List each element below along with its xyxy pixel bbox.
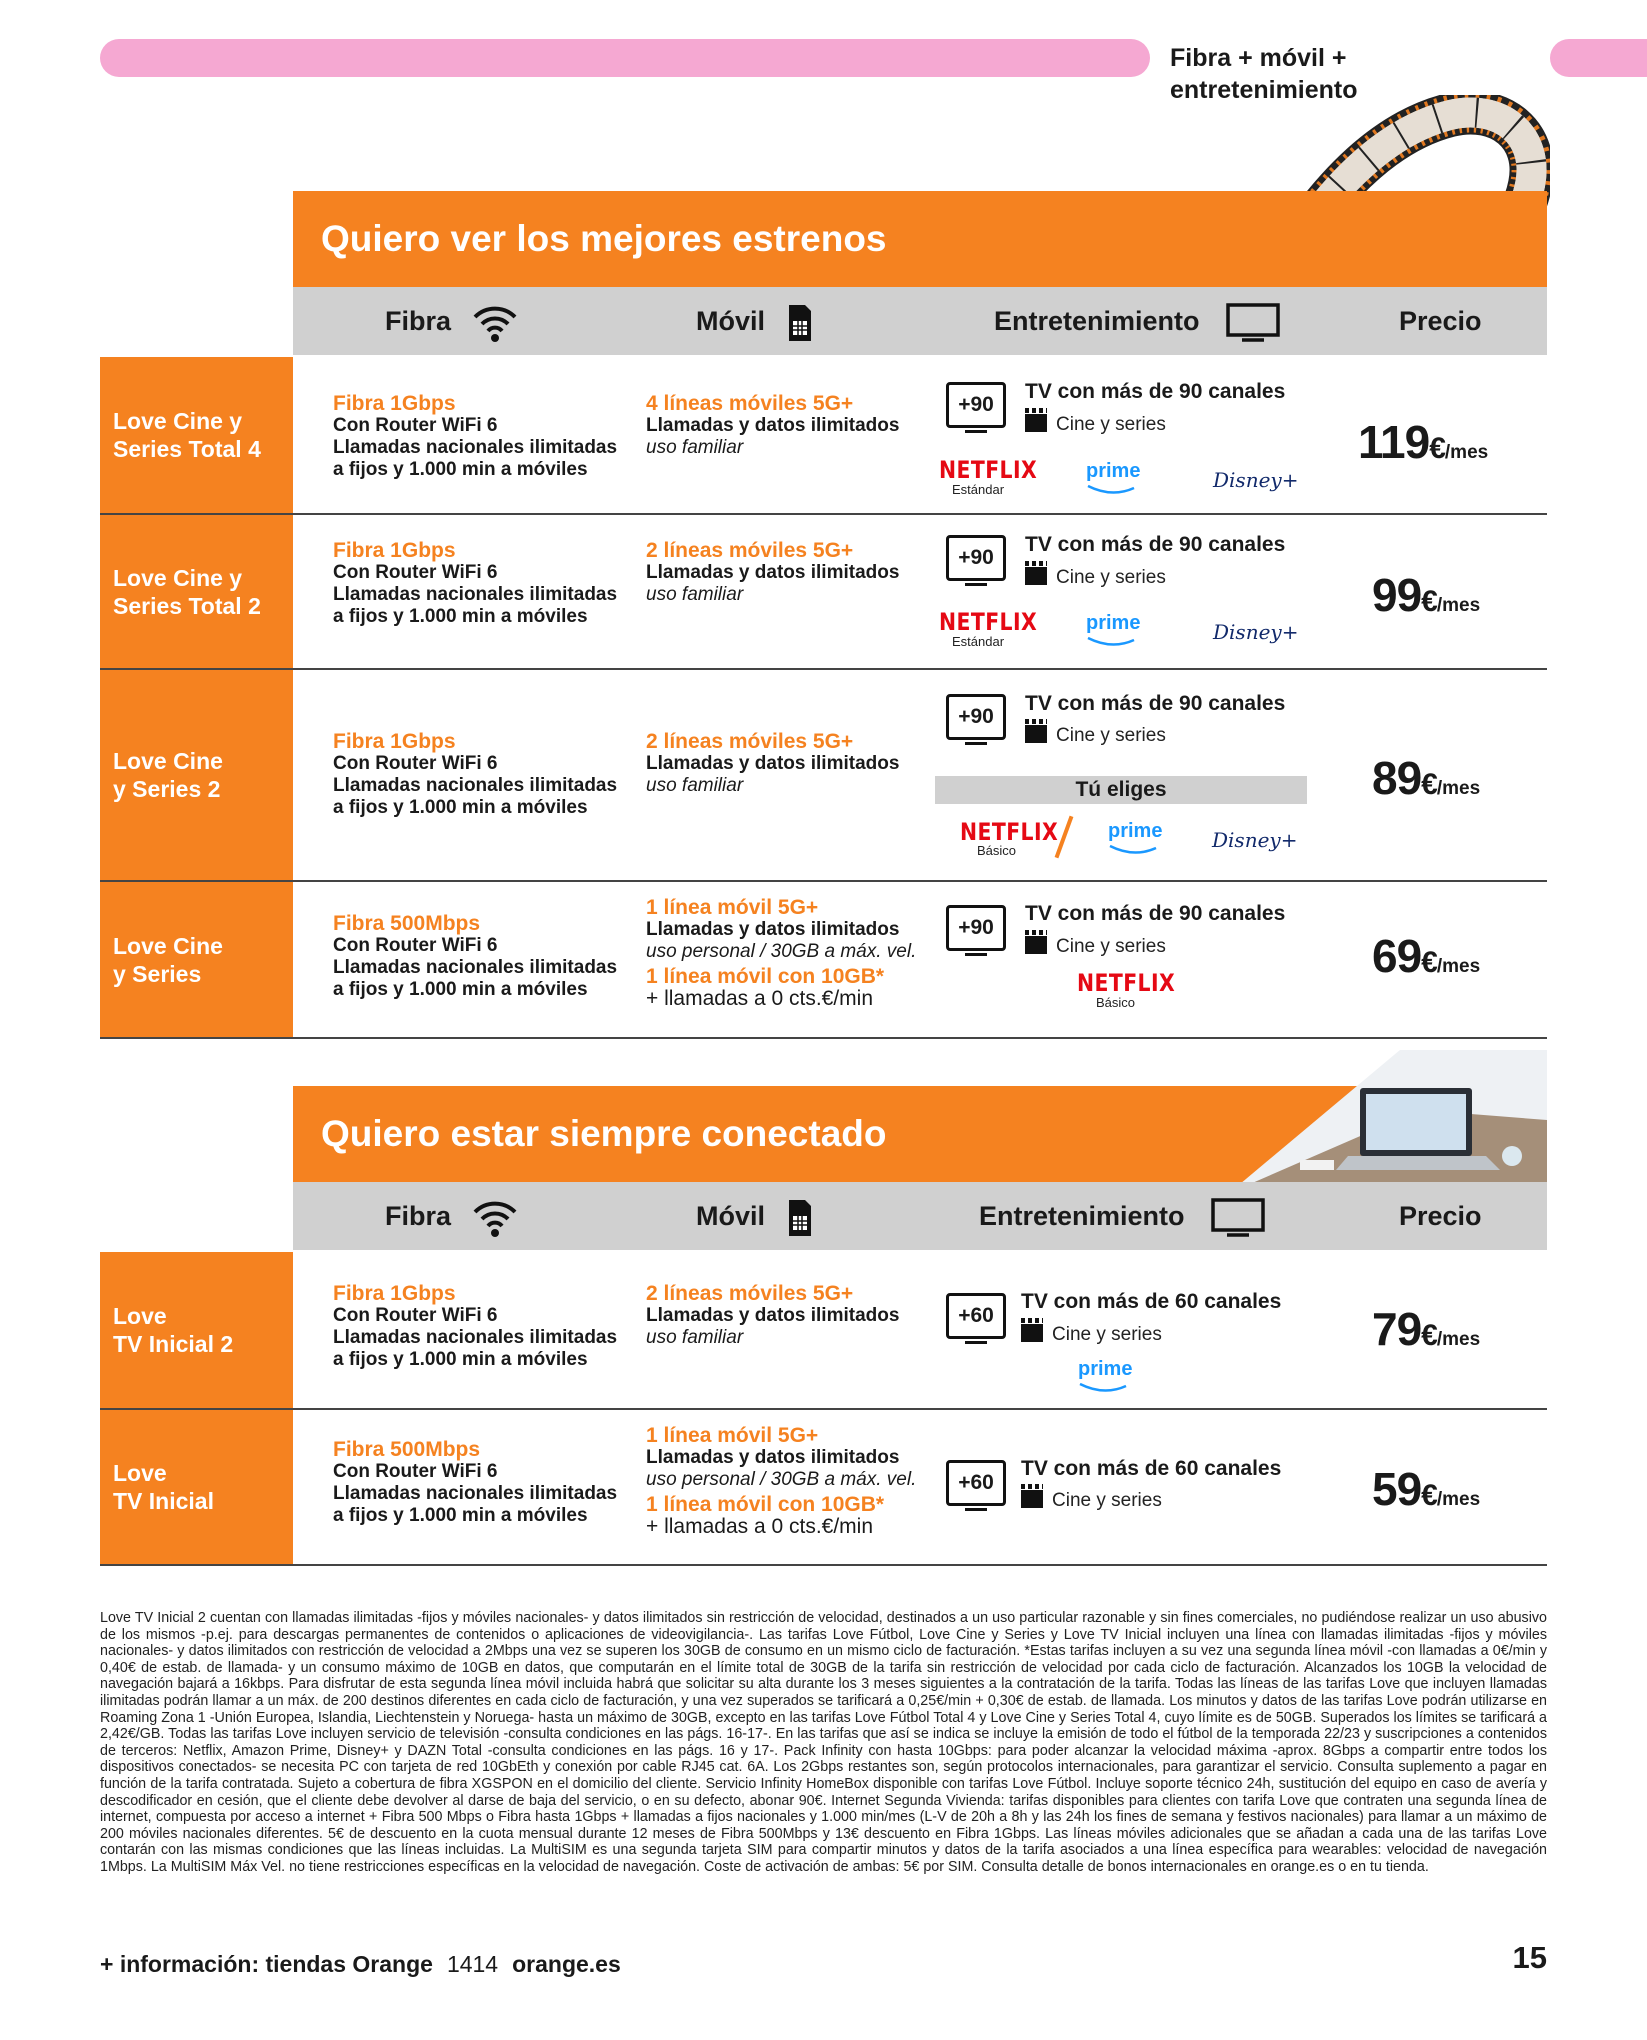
netflix-logo: NETFLIX — [939, 608, 1038, 636]
tv-channels-badge: +60 — [946, 1293, 1006, 1339]
col-movil: Móvil — [696, 1201, 766, 1231]
clapperboard-icon — [1025, 567, 1047, 585]
fibra-info: Fibra 1Gbps Con Router WiFi 6 Llamadas nacionales ilimitadas a fijos y 1.000 min a móviles — [333, 392, 618, 480]
netflix-logo: NETFLIX — [1077, 969, 1176, 997]
tv-channels-text: TV con más de 60 canales — [1021, 1290, 1282, 1313]
price: 69€/mes — [1372, 930, 1481, 982]
row-divider — [100, 1037, 1547, 1039]
tv-channels-text: TV con más de 60 canales — [1021, 1457, 1282, 1480]
disney-logo: Disney+ — [1212, 828, 1298, 852]
plan-label: Love Cine y Series — [100, 882, 293, 1037]
tv-channels-text: TV con más de 90 canales — [1025, 533, 1286, 556]
cine-series: Cine y series — [1025, 936, 1166, 958]
movil-info: 2 líneas móviles 5G+ Llamadas y datos ilimitados uso familiar — [646, 1282, 900, 1348]
col-entretenimiento: Entretenimiento — [979, 1201, 1185, 1231]
price: 119€/mes — [1358, 416, 1489, 468]
netflix-logo: NETFLIX — [939, 456, 1038, 484]
col-fibra: Fibra — [385, 1201, 452, 1231]
sim-card-icon — [787, 1198, 813, 1238]
prime-logo: prime — [1078, 1358, 1133, 1380]
row-divider — [100, 1564, 1547, 1566]
clapperboard-icon — [1021, 1324, 1043, 1342]
cine-series: Cine y series — [1021, 1324, 1162, 1346]
prime-logo: prime — [1108, 820, 1163, 842]
prime-logo: prime — [1086, 460, 1141, 482]
prime-smile-icon — [1108, 844, 1160, 856]
fibra-info: Fibra 1Gbps Con Router WiFi 6 Llamadas nacionales ilimitadas a fijos y 1.000 min a móviles — [333, 539, 618, 627]
cine-series: Cine y series — [1025, 725, 1166, 747]
footer-site[interactable]: orange.es — [512, 1951, 621, 1977]
tv-channels-text: TV con más de 90 canales — [1025, 692, 1286, 715]
clapperboard-icon — [1025, 936, 1047, 954]
tv-icon — [1211, 1198, 1265, 1238]
fibra-info: Fibra 500Mbps Con Router WiFi 6 Llamadas nacionales ilimitadas a fijos y 1.000 min a móviles — [333, 1438, 618, 1526]
header-title: Fibra + móvil + entretenimiento — [1170, 44, 1358, 104]
clapperboard-icon — [1025, 725, 1047, 743]
movil-info: 4 líneas móviles 5G+ Llamadas y datos ilimitados uso familiar — [646, 392, 900, 458]
col-precio: Precio — [1399, 1201, 1482, 1231]
netflix-plan: Estándar — [952, 634, 1005, 649]
clapperboard-icon — [1021, 1490, 1043, 1508]
header-pink-bar — [100, 39, 1150, 77]
price: 89€/mes — [1372, 752, 1481, 804]
tv-channels-badge: +60 — [946, 1460, 1006, 1506]
plan-label: Love Cine y Series Total 2 — [100, 515, 293, 668]
tv-channels-badge: +90 — [946, 694, 1006, 740]
sim-card-icon — [787, 303, 813, 343]
plan-label: Love TV Inicial 2 — [100, 1252, 293, 1408]
row-divider — [100, 668, 1547, 670]
plan-label: Love TV Inicial — [100, 1410, 293, 1564]
tv-channels-text: TV con más de 90 canales — [1025, 902, 1286, 925]
section1-banner: Quiero ver los mejores estrenos — [293, 191, 1547, 287]
prime-smile-icon — [1086, 484, 1138, 496]
fibra-info: Fibra 500Mbps Con Router WiFi 6 Llamadas nacionales ilimitadas a fijos y 1.000 min a móviles — [333, 912, 618, 1000]
section2-banner: Quiero estar siempre conectado — [293, 1086, 1547, 1182]
prime-logo: prime — [1086, 612, 1141, 634]
netflix-logo: NETFLIX — [960, 818, 1059, 846]
netflix-plan: Estándar — [952, 482, 1005, 497]
disney-logo: Disney+ — [1213, 620, 1299, 644]
row-divider — [100, 880, 1547, 882]
section1-column-header — [293, 287, 1547, 355]
movil-info: 2 líneas móviles 5G+ Llamadas y datos ilimitados uso familiar — [646, 730, 900, 796]
wifi-icon — [471, 1198, 519, 1238]
laptop-photo — [1240, 1050, 1547, 1184]
col-fibra: Fibra — [385, 306, 452, 336]
clapperboard-icon — [1025, 414, 1047, 432]
tv-channels-badge: +90 — [946, 382, 1006, 428]
row-divider — [100, 1408, 1547, 1410]
price: 99€/mes — [1372, 569, 1481, 621]
row-divider — [100, 513, 1547, 515]
movil-info: 1 línea móvil 5G+ Llamadas y datos ilimitados uso personal / 30GB a máx. vel. 1 línea móvil con 10GB* + llamadas a 0 cts.€/min — [646, 896, 917, 1010]
movil-info: 1 línea móvil 5G+ Llamadas y datos ilimitados uso personal / 30GB a máx. vel. 1 línea móvil con 10GB* + llamadas a 0 cts.€/min — [646, 1424, 917, 1538]
plan-label: Love Cine y Series 2 — [100, 670, 293, 880]
netflix-plan: Básico — [977, 843, 1017, 858]
page-number: 15 — [1512, 1940, 1547, 1975]
movil-info: 2 líneas móviles 5G+ Llamadas y datos ilimitados uso familiar — [646, 539, 900, 605]
col-entretenimiento: Entretenimiento — [994, 306, 1200, 336]
tv-channels-badge: +90 — [946, 535, 1006, 581]
footer-phone: 1414 — [446, 1951, 499, 1977]
footer-info: + información: tiendas Orange 1414 orange.es — [100, 1951, 621, 1977]
wifi-icon — [471, 303, 519, 343]
netflix-plan: Básico — [1096, 995, 1136, 1010]
fibra-info: Fibra 1Gbps Con Router WiFi 6 Llamadas nacionales ilimitadas a fijos y 1.000 min a móviles — [333, 730, 618, 818]
fibra-info: Fibra 1Gbps Con Router WiFi 6 Llamadas nacionales ilimitadas a fijos y 1.000 min a móviles — [333, 1282, 618, 1370]
legal-text: Love TV Inicial 2 cuentan con llamadas ilimitadas -fijos y móviles nacionales- y datos ilimitados sin restricción de velocidad, destinados a un uso particular razonable y sin fines comerciales, no pudiéndose realizar un uso abusivo de los mismos -p.ej. para descargas permanentes de contenidos o aplicaciones de videovigilancia-. Las tarifas Love Fútbol, Love Cine y Series y Love TV Inicial incluyen una línea con llamadas ilimitadas -fijos y móviles nacionales- y datos ilimitados con restricción de velocidad a 2Mbps una vez se superen los 30GB de consumo en un mismo ciclo de facturación. *Estas tarifas incluyen a su vez una segunda línea móvil -con llamadas a 0€/min y 0,40€ de estab. de llamada- y un consumo máximo de 10GB en datos, que computarán en el límite total de 30GB de la tarifa sin restricción de velocidad por cada ciclo de facturación. Alcanzados los 10GB la velocidad de navegación bajará a 16kbps. Para disfrutar de esta segunda línea móvil incluida habrá que solicitar su alta durante los 3 meses siguientes a la contratación de la tarifa. Todas las líneas de las tarifas Love que incluyen llamadas ilimitadas podrán llamar a un máx. de 200 destinos diferentes en cada ciclo de facturación, y una vez superados se tarificará a 0,25€/min + 0,30€ de estab. de llamada. Los minutos y datos de las tarifas Love podrán utilizarse en Roaming Zona 1 -Unión Europea, Islandia, Liechtenstein y Noruega- hasta un máximo de 30GB, excepto en las tarifas Love Fútbol Total 4 y Love Cine y Series Total 4, cuyo límite es de 50GB. Superados los límites se tarificará a 2,42€/GB. Todas las tarifas Love incluyen servicio de televisión -consulta condiciones en las págs. 16-17-. En las tarifas que así se indica se incluye la emisión de todo el fútbol de la temporada 22/23 y suscripciones a contenidos de terceros: Netflix, Amazon Prime, Disney+ y DAZN Total -consulta condiciones en las págs. 16 y 17-. Pack Infinity con hasta 10Gbps: para poder alcanzar la velocidad máxima -aprox. 8Gbps a compartir entre todos los dispositivos conectados- se necesita PC con tarjeta de red 10GbEth y conexión por cable RJ45 cat. 6A. Los 2Gbps restantes son, según protocolos internacionales, para garantizar el servicio. Consulta suplemento a pagar en función de la tarifa contratada. Sujeto a cobertura de fibra XGSPON en el domicilio del cliente. Servicio Infinity HomeBox disponible con tarifas Love Fútbol. Incluye soporte técnico 24h, sustitución del equipo en caso de avería y descodificador en cesión, que el cliente debe devolver al darse de baja del servicio, o en su defecto, abonar 90€. Internet Segunda Vivienda: tarifas disponibles para clientes con tarifa Love que contraten una segunda línea de internet, compuesta por acceso a internet + Fibra 500 Mbps o Fibra hasta 1Gbps + llamadas a fijos nacionales y 1.000 min/mes (L-V de 20h a 8h y las 24h los fines de semana y festivos nacionales) para llamar a un máximo de 200 móviles nacionales diferentes. 5€ de descuento en la cuota mensual durante 12 meses de Fibra 500Mbps y 13€ descuento en Fibra 1Gbps. Las líneas móviles adicionales que se añadan a cada una de las tarifas Love contarán con las mismas condiciones que las líneas incluidas. La MultiSIM es una segunda tarjeta SIM para compartir minutos y datos de la tarifa asociados a una línea específica para wearables: velocidad de navegación 1Mbps. La MultiSIM Máx Vel. no tiene restricciones específicas en la velocidad de navegación. Coste de activación de ambas: 5€ por SIM. Consulta detalle de bonos internacionales en orange.es o en tu tienda. — [100, 1610, 1547, 1875]
prime-smile-icon — [1086, 636, 1138, 648]
section2-column-header — [293, 1182, 1547, 1250]
col-precio: Precio — [1399, 306, 1482, 336]
cine-series: Cine y series — [1025, 567, 1166, 589]
tv-icon — [1226, 303, 1280, 343]
tu-eliges-label: Tú eliges — [935, 776, 1307, 804]
plan-label: Love Cine y Series Total 4 — [100, 357, 293, 513]
header-pink-tab — [1550, 39, 1647, 77]
price: 59€/mes — [1372, 1463, 1481, 1515]
prime-smile-icon — [1078, 1382, 1130, 1394]
cine-series: Cine y series — [1025, 414, 1166, 436]
cine-series: Cine y series — [1021, 1490, 1162, 1512]
col-movil: Móvil — [696, 306, 766, 336]
tv-channels-text: TV con más de 90 canales — [1025, 380, 1286, 403]
price: 79€/mes — [1372, 1303, 1481, 1355]
disney-logo: Disney+ — [1213, 468, 1299, 492]
tv-channels-badge: +90 — [946, 905, 1006, 951]
